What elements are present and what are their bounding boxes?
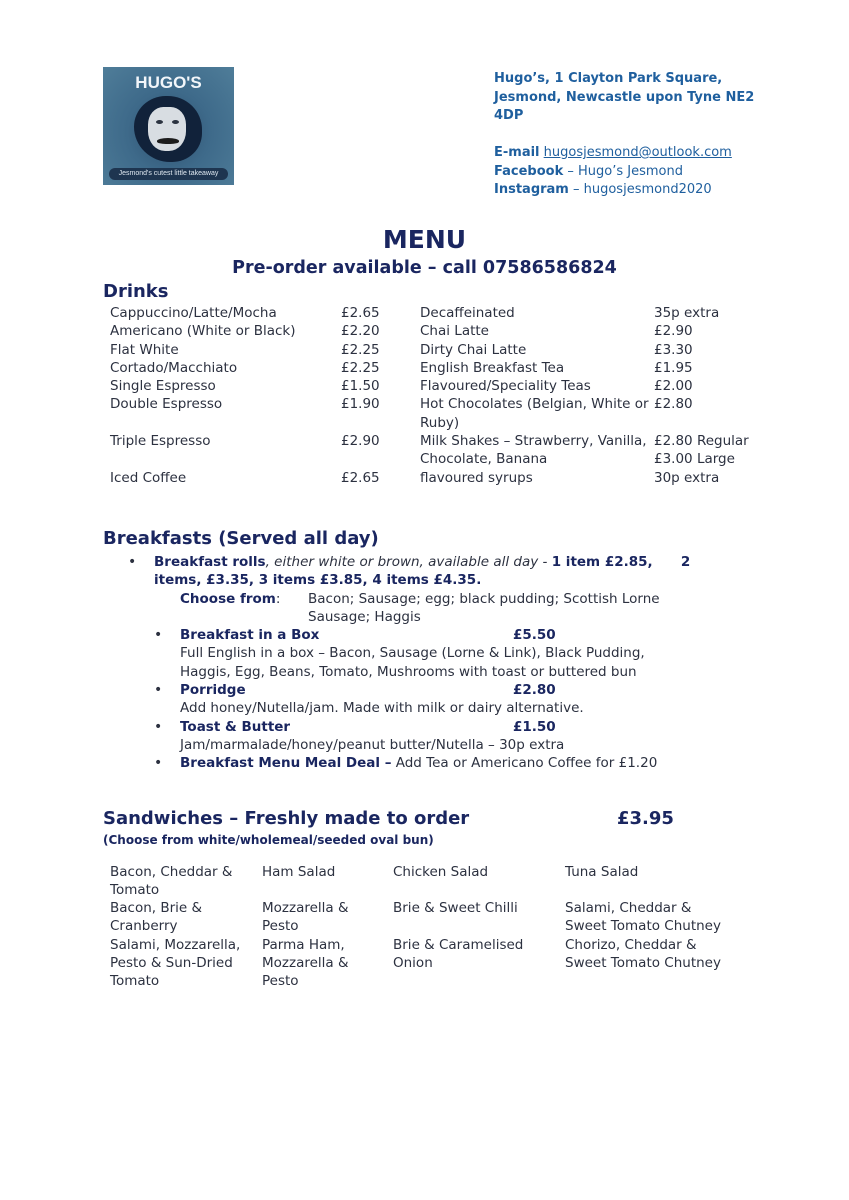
choose-from-label: Choose from: <box>180 590 281 607</box>
sandwiches-section <box>103 807 783 991</box>
drink-price: £2.25 <box>341 359 380 376</box>
choose-from-options-2: Sausage; Haggis <box>308 608 421 625</box>
sandwich-item: Parma Ham, Mozzarella & Pesto <box>262 936 349 990</box>
logo-eye-icon <box>156 120 163 124</box>
sandwich-row <box>110 936 740 991</box>
breakfast-item-price: £2.80 <box>513 682 556 699</box>
breakfasts-list <box>103 553 783 773</box>
drinks-row <box>110 395 764 432</box>
instagram-line <box>494 181 814 200</box>
drink-item: Hot Chocolates (Belgian, White or Ruby) <box>420 396 649 431</box>
sandwiches-grid <box>110 863 740 991</box>
drinks-row <box>110 359 764 377</box>
sandwich-item: Brie & Caramelised Onion <box>393 936 524 972</box>
sandwich-item: Brie & Sweet Chilli <box>393 900 518 917</box>
sandwich-item: Salami, Cheddar & Sweet Tomato Chutney <box>565 900 721 935</box>
breakfasts-heading: Breakfasts (Served all day) <box>103 527 379 549</box>
choose-from-options-1: Bacon; Sausage; egg; black pudding; Scottish Lorne <box>308 590 660 607</box>
breakfast-rolls-prices: 1 item £2.85, 2 <box>551 553 691 570</box>
drink-item: Americano (White or Black) <box>110 323 296 340</box>
drink-price: £3.30 <box>654 341 693 358</box>
sandwich-item: Mozzarella & Pesto <box>262 900 349 935</box>
sandwiches-price: £3.95 <box>617 807 674 829</box>
drink-item: English Breakfast Tea <box>420 359 565 376</box>
breakfast-rolls-prices-2: items, £3.35, 3 items £3.85, 4 items £4.35. <box>154 572 482 589</box>
drink-price: £1.90 <box>341 396 380 413</box>
drink-price: £2.90 <box>654 323 693 340</box>
drink-price: £2.80 Regular £3.00 Large <box>654 433 749 468</box>
sandwich-item: Chorizo, Cheddar & Sweet Tomato Chutney <box>565 936 721 972</box>
bullet-icon: • <box>154 627 163 644</box>
sandwich-item: Tuna Salad <box>565 863 639 880</box>
meal-deal-title: Breakfast Menu Meal Deal – <box>180 755 392 772</box>
logo-tagline: Jesmond's cutest little takeaway <box>109 168 228 180</box>
choose-from-options <box>308 590 783 627</box>
breakfasts-section <box>103 527 783 773</box>
breakfast-item-price: £5.50 <box>513 627 556 644</box>
drink-item: Dirty Chai Latte <box>420 341 527 358</box>
drink-item: Flat White <box>110 341 179 358</box>
breakfast-item <box>103 626 783 681</box>
breakfast-rolls-desc: , either white or brown, available all day - <box>265 553 552 570</box>
logo-eye-icon <box>172 120 179 124</box>
drink-price: £1.95 <box>654 359 693 376</box>
drinks-row <box>110 341 764 359</box>
sandwich-row <box>110 899 740 936</box>
instagram-value: – hugosjesmond2020 <box>568 182 712 197</box>
address-line-3: 4DP <box>494 108 524 123</box>
drinks-row <box>110 322 764 340</box>
bullet-icon: • <box>128 553 137 570</box>
facebook-label: Facebook <box>494 163 564 179</box>
drink-item: flavoured syrups <box>420 469 533 486</box>
meal-deal-item <box>103 754 783 772</box>
drink-item: Flavoured/Speciality Teas <box>420 378 591 395</box>
email-link[interactable]: hugosjesmond@outlook.com <box>543 145 732 160</box>
facebook-line <box>494 163 814 182</box>
drink-item: Decaffeinated <box>420 305 515 321</box>
drink-item: Iced Coffee <box>110 469 187 486</box>
choose-from-row <box>180 590 783 627</box>
breakfast-item-title: Toast & Butter <box>180 718 291 735</box>
drinks-row <box>110 469 764 487</box>
hugos-logo <box>103 67 234 185</box>
breakfast-rolls-line <box>154 553 783 571</box>
email-label: E-mail <box>494 145 540 160</box>
sandwich-item: Salami, Mozzarella, Pesto & Sun-Dried Tomato <box>110 936 241 990</box>
breakfast-item-desc: Haggis, Egg, Beans, Tomato, Mushrooms with toast or buttered bun <box>180 663 637 680</box>
bullet-icon: • <box>154 718 163 735</box>
bullet-icon: • <box>154 755 163 772</box>
drinks-row <box>110 304 764 322</box>
drink-price: £1.50 <box>341 378 380 395</box>
drink-item: Cappuccino/Latte/Mocha <box>110 305 277 321</box>
drinks-heading: Drinks <box>103 281 169 302</box>
breakfast-item <box>103 681 783 718</box>
meal-deal-line <box>180 754 783 772</box>
sandwich-row <box>110 863 740 900</box>
breakfast-item-desc: Full English in a box – Bacon, Sausage (Lorne & Link), Black Pudding, <box>180 645 645 662</box>
address-line-1: Hugo’s, 1 Clayton Park Square, <box>494 71 723 86</box>
address-line-2: Jesmond, Newcastle upon Tyne NE2 <box>494 89 755 105</box>
header-area <box>0 0 849 210</box>
breakfast-item <box>103 718 783 755</box>
preorder-line: Pre-order available – call 07586586824 <box>232 258 617 278</box>
breakfast-item-price: £1.50 <box>513 718 556 735</box>
drink-price: £2.20 <box>341 323 380 340</box>
facebook-value: – Hugo’s Jesmond <box>563 163 683 179</box>
breakfast-rolls-item <box>103 553 783 626</box>
drinks-row <box>110 377 764 395</box>
instagram-label: Instagram <box>494 182 569 197</box>
drink-price: £2.25 <box>341 341 380 358</box>
drink-item: Milk Shakes – Strawberry, Vanilla, Chocolate, Banana <box>420 433 647 468</box>
drink-price: £2.65 <box>341 469 380 486</box>
drink-price: £2.00 <box>654 378 693 395</box>
drink-price: 35p extra <box>654 305 720 321</box>
contact-block <box>494 70 814 200</box>
menu-title: MENU <box>382 225 467 254</box>
breakfast-item-desc: Add honey/Nutella/jam. Made with milk or dairy alternative. <box>180 700 584 717</box>
sandwiches-subheading: (Choose from white/wholemeal/seeded oval bun) <box>103 832 434 847</box>
breakfast-item-desc: Jam/marmalade/honey/peanut butter/Nutella – 30p extra <box>180 736 565 753</box>
drink-item: Cortado/Macchiato <box>110 359 238 376</box>
drinks-row <box>110 432 764 469</box>
breakfast-item-title: Breakfast in a Box <box>180 627 320 644</box>
sandwich-item: Chicken Salad <box>393 863 489 880</box>
drink-price: £2.80 <box>654 396 693 413</box>
drink-item: Triple Espresso <box>110 433 211 450</box>
email-line <box>494 144 814 163</box>
sandwiches-header <box>103 807 783 831</box>
drink-item: Double Espresso <box>110 396 223 413</box>
sandwiches-heading: Sandwiches – Freshly made to order <box>103 807 470 829</box>
drink-item: Single Espresso <box>110 378 216 395</box>
drinks-table <box>110 304 764 487</box>
drink-item: Chai Latte <box>420 323 489 340</box>
drink-price: 30p extra <box>654 469 720 486</box>
sandwich-item: Bacon, Brie & Cranberry <box>110 900 203 935</box>
logo-title: HUGO'S <box>135 73 202 92</box>
breakfast-rolls-title: Breakfast rolls <box>154 553 266 570</box>
drink-price: £2.90 <box>341 433 380 450</box>
drink-price: £2.65 <box>341 305 380 321</box>
meal-deal-desc: Add Tea or Americano Coffee for £1.20 <box>391 755 658 772</box>
bullet-icon: • <box>154 682 163 699</box>
sandwich-item: Ham Salad <box>262 863 336 880</box>
sandwich-item: Bacon, Cheddar & Tomato <box>110 863 233 898</box>
drinks-section <box>103 280 783 487</box>
moustache-icon <box>157 138 179 144</box>
logo-face-image <box>148 107 186 151</box>
breakfast-item-title: Porridge <box>180 682 246 699</box>
